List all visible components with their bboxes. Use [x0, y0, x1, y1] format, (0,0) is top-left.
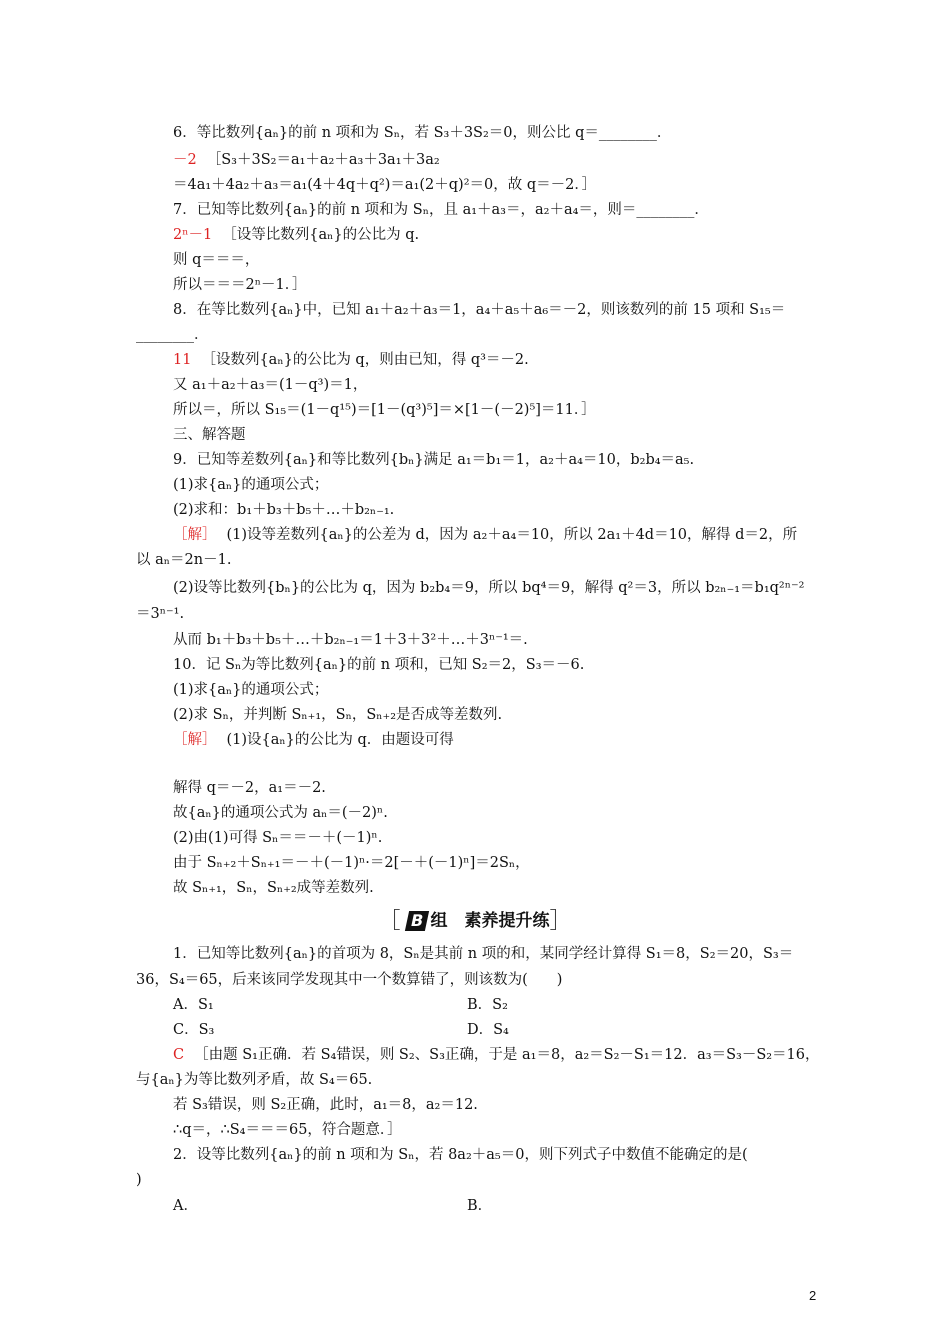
line-text: (1)求{aₙ}的通项公式； — [173, 682, 329, 698]
line-text: ∴q＝，∴S₄＝＝＝65，符合题意．］ — [173, 1122, 402, 1138]
line-text: 以 aₙ＝2n－1. — [136, 552, 232, 568]
text-line — [173, 1120, 402, 1140]
heading-title: 组 素养提升练 — [430, 911, 550, 931]
text-line — [173, 878, 374, 898]
line-text: ［由题 S₁正确．若 S₄错误，则 S₂、S₃正确，于是 a₁＝8，a₂＝S₂－S₁＝12．a₃＝S₃－S₂＝16， — [194, 1047, 820, 1063]
text-line — [173, 778, 326, 798]
heading-right-bracket: ］ — [549, 909, 572, 934]
heading-left-bracket: ［ — [378, 909, 401, 934]
text-line — [173, 655, 584, 675]
text-line — [173, 450, 694, 470]
line-text: ) — [136, 1172, 142, 1188]
line-text: (1)设等差数列{aₙ}的公差为 d，因为 a₂＋a₄＝10，所以 2a₁＋4d＝10，解得 d＝2，所 — [226, 527, 798, 543]
text-line — [173, 1095, 478, 1115]
text-line — [173, 400, 596, 420]
line-text: 2．设等比数列{aₙ}的前 n 项和为 Sₙ，若 8a₂＋a₅＝0，则下列式子中数值不能确定的是( — [173, 1147, 748, 1163]
text-line — [173, 123, 671, 143]
text-line — [173, 680, 328, 700]
text-line — [467, 1020, 509, 1040]
answer-marker: ［解］ — [173, 527, 217, 543]
text-line — [173, 150, 440, 170]
text-line — [136, 604, 184, 624]
text-line — [173, 200, 709, 220]
answer-marker: ［解］ — [173, 732, 217, 748]
text-line — [173, 705, 502, 725]
line-text: B．S₂ — [467, 997, 508, 1013]
line-text: 6．等比数列{aₙ}的前 n 项和为 Sₙ，若 S₃＋3S₂＝0，则公比 q＝________． — [173, 125, 672, 141]
text-line — [173, 525, 797, 545]
text-line — [173, 1020, 214, 1040]
line-text: (1)求{aₙ}的通项公式； — [173, 477, 329, 493]
line-text: 36，S₄＝65，后来该同学发现其中一个数算错了，则该数为( ) — [136, 972, 563, 988]
line-text: 8．在等比数列{aₙ}中，已知 a₁＋a₂＋a₃＝1，a₄＋a₅＋a₆＝－2，则该数列的前 15 项和 S₁₅＝ — [173, 302, 786, 318]
text-line — [173, 175, 596, 195]
text-line — [173, 225, 419, 245]
line-text: ［设数列{aₙ}的公比为 q，则由已知，得 q³＝－2. — [201, 352, 529, 368]
text-line — [173, 425, 246, 445]
text-line — [136, 970, 562, 990]
text-line — [173, 578, 804, 598]
heading-badge: B — [404, 911, 428, 931]
text-line — [173, 630, 528, 650]
text-line — [136, 1070, 372, 1090]
line-text: (2)设等比数列{bₙ}的公比为 q，因为 b₂b₄＝9，所以 bq⁴＝9，解得 q²＝3，所以 b₂ₙ₋₁＝b₁q²ⁿ⁻² — [173, 580, 805, 596]
line-text: 故 Sₙ₊₁，Sₙ，Sₙ₊₂成等差数列. — [173, 880, 374, 896]
line-text: ＝4a₁＋4a₂＋a₃＝a₁(4＋4q＋q²)＝a₁(2＋q)²＝0，故 q＝－2．］ — [173, 177, 597, 193]
line-text: ________． — [136, 327, 209, 343]
text-line — [136, 550, 231, 570]
text-line — [173, 475, 328, 495]
line-text: 由于 Sₙ₊₂＋Sₙ₊₁＝－＋(－1)ⁿ·＝2[－＋(－1)ⁿ]＝2Sₙ， — [173, 855, 530, 871]
text-line — [136, 1170, 142, 1190]
text-line — [136, 325, 209, 345]
answer-marker: C — [173, 1047, 185, 1063]
text-line — [173, 1045, 820, 1065]
section-heading — [0, 904, 950, 935]
line-text: 又 a₁＋a₂＋a₃＝(1－q³)＝1， — [173, 377, 368, 393]
text-line — [173, 350, 529, 370]
line-text: 解得 q＝－2，a₁＝－2. — [173, 780, 326, 796]
text-line — [173, 300, 785, 320]
text-line — [173, 803, 388, 823]
text-line — [173, 995, 214, 1015]
line-text: 则 q＝＝＝， — [173, 252, 260, 268]
line-text: 所以＝，所以 S₁₅＝(1－q¹⁵)＝[1－(q³)⁵]＝×[1－(－2)⁵]＝11．］ — [173, 402, 596, 418]
text-line — [173, 375, 367, 395]
line-text: 故{aₙ}的通项公式为 aₙ＝(－2)ⁿ. — [173, 805, 388, 821]
line-text: 10．记 Sₙ为等比数列{aₙ}的前 n 项和，已知 S₂＝2，S₃＝－6. — [173, 657, 585, 673]
line-text: 1．已知等比数列{aₙ}的首项为 8，Sₙ是其前 n 项的和，某同学经计算得 S₁＝8，S₂＝20，S₃＝ — [173, 946, 794, 962]
line-text: 三、解答题 — [173, 427, 246, 443]
answer-marker: 2ⁿ－1 — [173, 227, 213, 243]
text-line — [173, 250, 259, 270]
line-text: ＝3ⁿ⁻¹. — [136, 606, 185, 622]
answer-marker: －2 — [173, 152, 197, 168]
line-text: 7．已知等比数列{aₙ}的前 n 项和为 Sₙ，且 a₁＋a₃＝，a₂＋a₄＝，则＝________． — [173, 202, 709, 218]
text-line — [173, 500, 394, 520]
line-text: (1)设{aₙ}的公比为 q．由题设可得 — [226, 732, 454, 748]
text-line — [173, 1145, 748, 1165]
text-line — [173, 275, 306, 295]
text-line — [173, 944, 793, 964]
line-text: 所以＝＝＝2ⁿ－1．］ — [173, 277, 307, 293]
line-text: ［S₃＋3S₂＝a₁＋a₂＋a₃＋3a₁＋3a₂ — [206, 152, 440, 168]
answer-marker: 11 — [173, 352, 192, 368]
text-line — [173, 730, 454, 750]
line-text: (2)由(1)可得 Sₙ＝＝－＋(－1)ⁿ. — [173, 830, 383, 846]
line-text: 若 S₃错误，则 S₂正确，此时，a₁＝8，a₂＝12. — [173, 1097, 478, 1113]
line-text: 9．已知等差数列{aₙ}和等比数列{bₙ}满足 a₁＝b₁＝1，a₂＋a₄＝10，b₂b₄＝a₅. — [173, 452, 695, 468]
line-text: B． — [467, 1198, 493, 1214]
text-line — [173, 1196, 198, 1216]
text-line — [467, 995, 508, 1015]
line-text: 与{aₙ}为等比数列矛盾，故 S₄＝65. — [136, 1072, 373, 1088]
text-line — [173, 853, 530, 873]
line-text: (2)求 Sₙ，并判断 Sₙ₊₁，Sₙ，Sₙ₊₂是否成等差数列. — [173, 707, 503, 723]
page-number: 2 — [809, 1288, 817, 1303]
line-text: 从而 b₁＋b₃＋b₅＋…＋b₂ₙ₋₁＝1＋3＋3²＋…＋3ⁿ⁻¹＝. — [173, 632, 528, 648]
line-text: (2)求和：b₁＋b₃＋b₅＋…＋b₂ₙ₋₁. — [173, 502, 395, 518]
line-text: D．S₄ — [467, 1022, 509, 1038]
line-text: A． — [173, 1198, 198, 1214]
line-text: ［设等比数列{aₙ}的公比为 q. — [222, 227, 420, 243]
line-text: C．S₃ — [173, 1022, 215, 1038]
line-text: A．S₁ — [173, 997, 214, 1013]
text-line — [173, 828, 382, 848]
text-line — [467, 1196, 492, 1216]
